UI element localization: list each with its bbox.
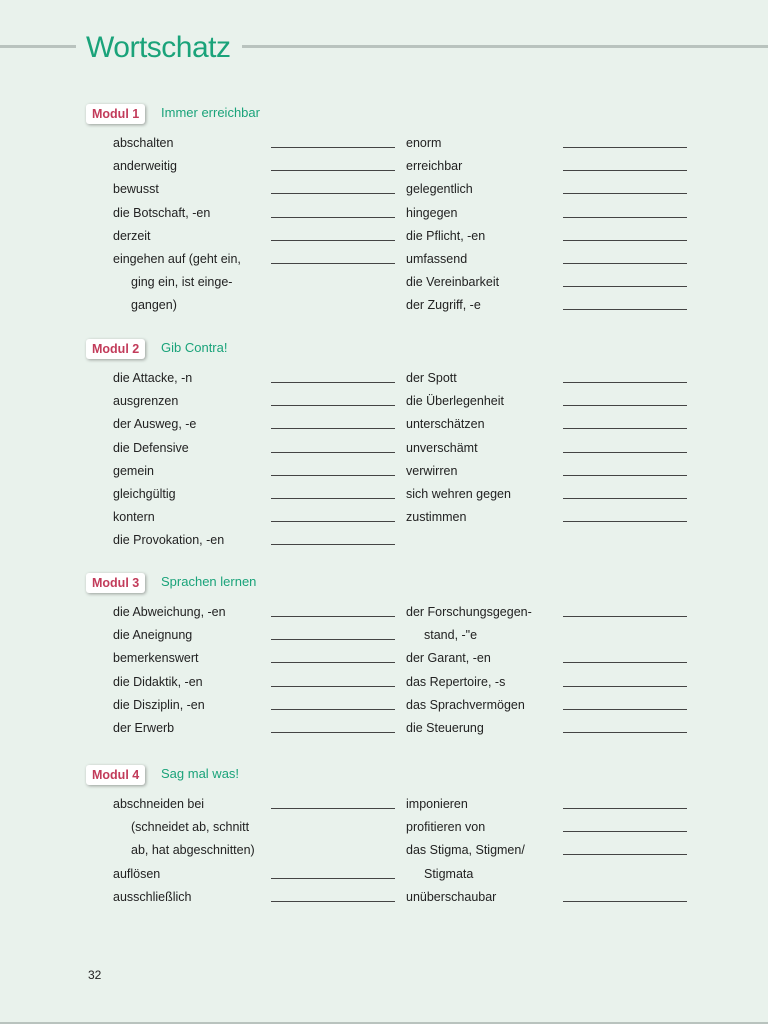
answer-blank-line[interactable] <box>271 405 395 406</box>
answer-blank-line[interactable] <box>271 521 395 522</box>
vocab-word: die Botschaft, -en <box>113 205 211 220</box>
vocab-word: stand, -"e <box>424 628 478 643</box>
vocab-word: der Zugriff, -e <box>406 298 481 313</box>
vocab-word: derzeit <box>113 228 151 243</box>
page-number: 32 <box>88 968 102 982</box>
answer-blank-line[interactable] <box>563 240 687 241</box>
answer-blank-line[interactable] <box>563 498 687 499</box>
header-rule-left <box>0 45 76 48</box>
module-title: Sag mal was! <box>161 766 240 781</box>
vocab-word: die Attacke, -n <box>113 371 193 385</box>
answer-blank-line[interactable] <box>563 475 687 476</box>
answer-blank-line[interactable] <box>271 217 395 218</box>
vocab-word: das Sprachvermögen <box>406 697 525 712</box>
vocab-word: sich wehren gegen <box>406 486 511 501</box>
answer-blank-line[interactable] <box>271 475 395 476</box>
vocab-word: (schneidet ab, schnitt <box>131 820 250 835</box>
vocab-word: gleichgültig <box>113 486 176 501</box>
answer-blank-line[interactable] <box>271 732 395 733</box>
answer-blank-line[interactable] <box>271 382 395 383</box>
answer-blank-line[interactable] <box>563 686 687 687</box>
answer-blank-line[interactable] <box>271 263 395 264</box>
vocab-word: abschalten <box>113 136 174 150</box>
answer-blank-line[interactable] <box>271 662 395 663</box>
answer-blank-line[interactable] <box>563 382 687 383</box>
module-title: Gib Contra! <box>161 340 228 355</box>
vocab-word: die Provokation, -en <box>113 533 225 548</box>
vocab-word: der Forschungsgegen- <box>406 605 532 619</box>
answer-blank-line[interactable] <box>271 452 395 453</box>
vocab-word: die Didaktik, -en <box>113 674 203 689</box>
vocab-word: Stigmata <box>424 866 474 881</box>
vocab-word: enorm <box>406 136 442 150</box>
vocab-word: bemerkenswert <box>113 651 199 666</box>
answer-blank-line[interactable] <box>563 616 687 617</box>
answer-blank-line[interactable] <box>563 286 687 287</box>
answer-blank-line[interactable] <box>271 709 395 710</box>
header-rule-right <box>242 45 768 48</box>
vocab-word: die Pflicht, -en <box>406 228 486 243</box>
answer-blank-line[interactable] <box>563 263 687 264</box>
vocab-word: die Überlegenheit <box>406 394 504 409</box>
vocab-word: hingegen <box>406 205 458 220</box>
vocab-word: eingehen auf (geht ein, <box>113 251 241 266</box>
vocab-word: die Abweichung, -en <box>113 605 226 619</box>
vocab-word: das Stigma, Stigmen/ <box>406 843 525 858</box>
answer-blank-line[interactable] <box>271 240 395 241</box>
vocab-word: auflösen <box>113 866 161 881</box>
answer-blank-line[interactable] <box>271 808 395 809</box>
answer-blank-line[interactable] <box>271 901 395 902</box>
vocab-word: unüberschaubar <box>406 889 497 904</box>
answer-blank-line[interactable] <box>563 217 687 218</box>
vocab-word: erreichbar <box>406 159 463 174</box>
answer-blank-line[interactable] <box>563 732 687 733</box>
vocab-word: bewusst <box>113 182 159 197</box>
vocab-word: verwirren <box>406 463 458 478</box>
answer-blank-line[interactable] <box>563 808 687 809</box>
module-badge: Modul 2 <box>86 339 145 359</box>
module-badge: Modul 1 <box>86 104 145 124</box>
answer-blank-line[interactable] <box>271 878 395 879</box>
vocab-word: kontern <box>113 510 155 525</box>
module-badge: Modul 4 <box>86 765 145 785</box>
answer-blank-line[interactable] <box>271 147 395 148</box>
vocab-word: anderweitig <box>113 159 177 174</box>
vocab-word: umfassend <box>406 251 468 266</box>
module-badge: Modul 3 <box>86 573 145 593</box>
page-title: Wortschatz <box>86 31 231 64</box>
answer-blank-line[interactable] <box>563 854 687 855</box>
vocab-word: gangen) <box>131 298 177 313</box>
vocab-word: zustimmen <box>406 510 467 525</box>
answer-blank-line[interactable] <box>563 193 687 194</box>
module-title: Immer erreichbar <box>161 105 260 120</box>
vocab-word: die Disziplin, -en <box>113 697 205 712</box>
vocab-word: abschneiden bei <box>113 797 205 811</box>
vocab-word: ging ein, ist einge- <box>131 275 233 290</box>
vocab-word: die Steuerung <box>406 720 484 735</box>
answer-blank-line[interactable] <box>271 686 395 687</box>
answer-blank-line[interactable] <box>271 616 395 617</box>
vocab-word: gelegentlich <box>406 182 473 197</box>
vocab-word: profitieren von <box>406 820 486 835</box>
answer-blank-line[interactable] <box>271 544 395 545</box>
vocab-word: ab, hat abgeschnitten) <box>131 843 255 858</box>
answer-blank-line[interactable] <box>271 193 395 194</box>
answer-blank-line[interactable] <box>563 901 687 902</box>
vocab-word: gemein <box>113 463 154 478</box>
vocab-word: die Aneignung <box>113 628 193 643</box>
vocab-word: der Spott <box>406 371 457 385</box>
answer-blank-line[interactable] <box>271 428 395 429</box>
vocab-word: die Vereinbarkeit <box>406 275 500 290</box>
vocab-word: imponieren <box>406 797 468 811</box>
vocab-word: unterschätzen <box>406 417 485 432</box>
answer-blank-line[interactable] <box>563 170 687 171</box>
answer-blank-line[interactable] <box>271 170 395 171</box>
answer-blank-line[interactable] <box>563 662 687 663</box>
page-header <box>0 28 768 72</box>
answer-blank-line[interactable] <box>563 521 687 522</box>
module-title: Sprachen lernen <box>161 574 257 589</box>
vocab-word: die Defensive <box>113 440 189 455</box>
vocab-word: ausschließlich <box>113 889 192 904</box>
vocab-word: der Ausweg, -e <box>113 417 197 432</box>
vocab-word: der Erwerb <box>113 720 175 735</box>
answer-blank-line[interactable] <box>271 639 395 640</box>
answer-blank-line[interactable] <box>563 709 687 710</box>
answer-blank-line[interactable] <box>563 147 687 148</box>
vocab-word: unverschämt <box>406 440 478 455</box>
vocab-word: das Repertoire, -s <box>406 674 506 689</box>
answer-blank-line[interactable] <box>563 309 687 310</box>
answer-blank-line[interactable] <box>563 428 687 429</box>
vocab-word: der Garant, -en <box>406 651 491 666</box>
answer-blank-line[interactable] <box>563 452 687 453</box>
answer-blank-line[interactable] <box>563 831 687 832</box>
vocab-word: ausgrenzen <box>113 394 179 409</box>
answer-blank-line[interactable] <box>563 405 687 406</box>
answer-blank-line[interactable] <box>271 498 395 499</box>
